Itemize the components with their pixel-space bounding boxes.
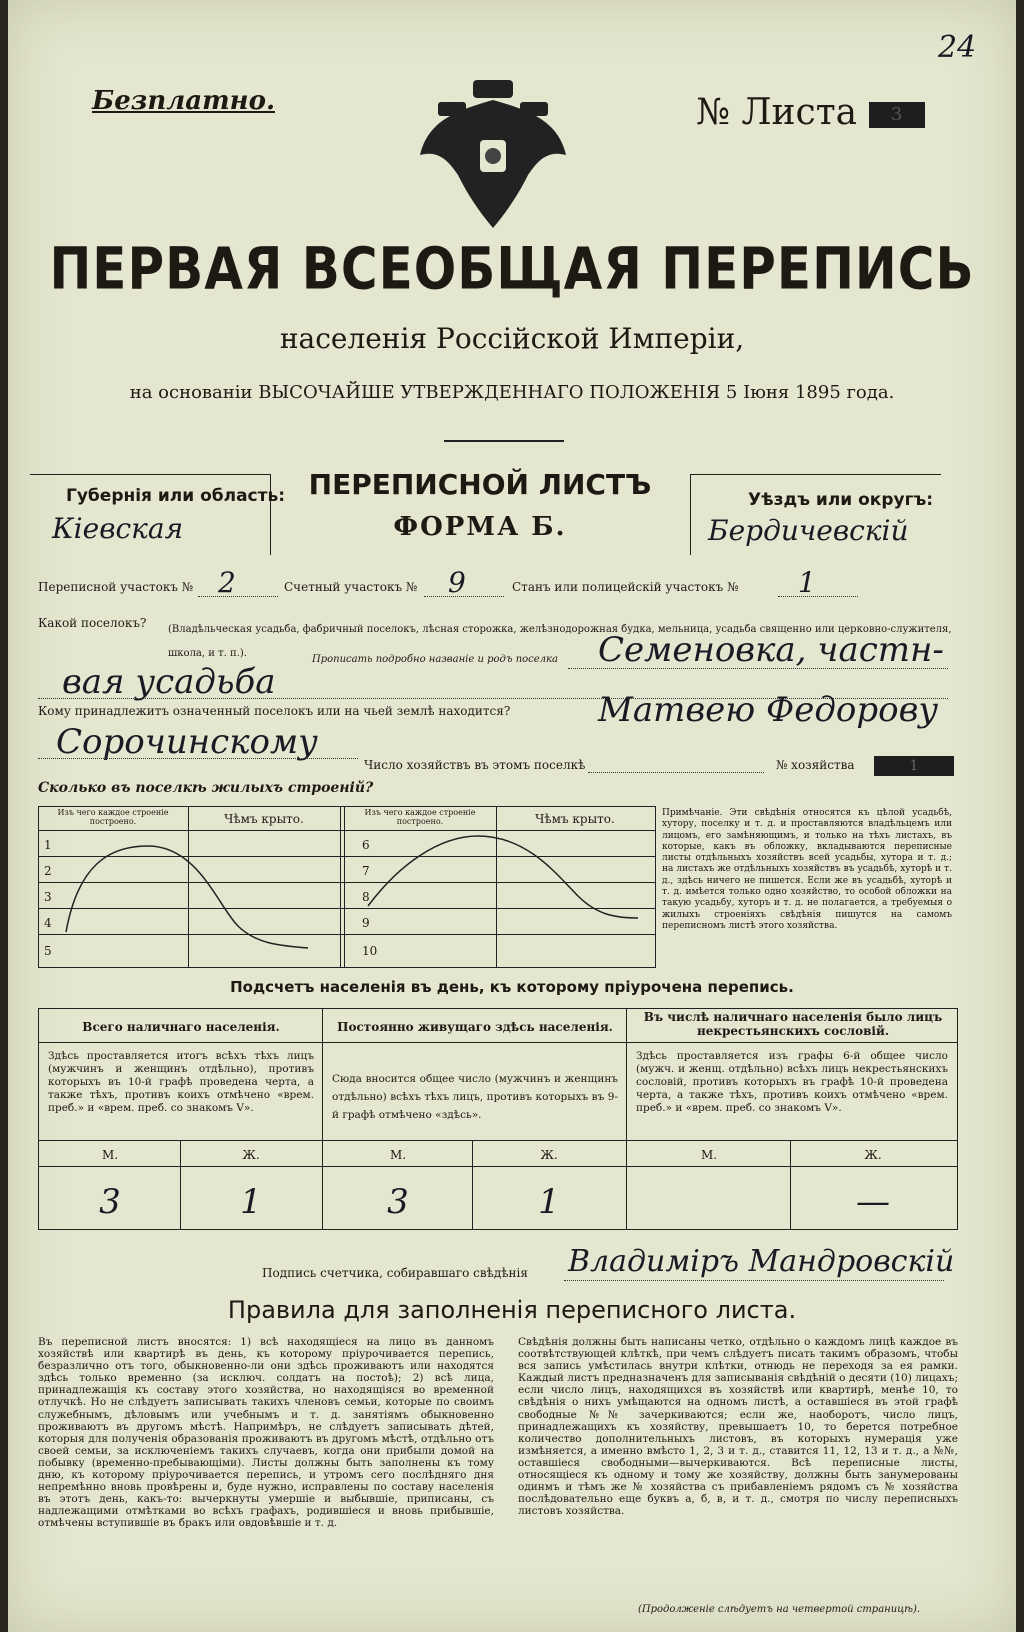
rules-right-column: Свѣдѣнія должны быть написаны четко, отдѣльно о каждомъ лицѣ каждое въ соотвѣтствующей клѣткѣ, при чемъ слѣдуетъ писать такимъ образомъ, чтобы вся запись умѣстилась внутри клѣтки, отнюдь не переходя за ея рамки. Каждый листъ предназначенъ для записыванія свѣдѣній о десяти (10) лицахъ; если число лицъ, находящихся въ хозяйствѣ или квартирѣ, менѣе 10, то свѣдѣнія о нихъ умѣщаются на одномъ листѣ, а оставшіеся въ этой графѣ свободные №№ зачеркиваются; если же, наоборотъ, число лицъ, принадлежащихъ къ хозяйству, превышаетъ 10, то берется потребное количество дополнительныхъ листовъ, въ которыхъ нумерація уже измѣняется, а именно вмѣсто 1, 2, 3 и т. д., ставится 11, 12, 13 и т. д., а №№, оставшіеся свободными—вычеркиваются. Всѣ переписные листы, относящіеся къ одному и тому же хозяйству, должны быть занумерованы одинмъ и тѣмъ же № хозяйства съ прибавленіемъ рядомъ съ № хозяйства послѣдовательно еще буквъ а, б, в, и т. д., смотря по числу переписныхъ листовъ хозяйства. [518,1336,958,1518]
settlement-instruction: Прописать подробно названіе и родъ поселка [312,654,558,665]
buildings-row-number: 5 [44,944,52,958]
count-value: 1 [240,1182,262,1222]
count-female-label: Ж. [242,1148,260,1162]
count-female-label: Ж. [540,1148,558,1162]
count-value: — [856,1182,890,1222]
form-name: ПЕРЕПИСНОЙ ЛИСТЪ [308,468,652,501]
count-male-label: М. [700,1148,718,1162]
count-col-resident-desc: Сюда вносится общее число (мужчинъ и женщинъ отдѣльно) всѣхъ тѣхъ лицъ, противъ которыхъ въ 9-й графѣ отмѣчено «здѣсь». [332,1073,618,1121]
rules-continued: (Продолженіе слѣдуетъ на четвертой страницѣ). [638,1604,921,1615]
enumerator-signature: Владиміръ Мандровскій [568,1244,955,1279]
household-number-value: 1 [874,756,954,776]
buildings-row-number: 6 [362,838,370,852]
census-section-label: Переписной участокъ № [38,580,194,594]
owner-value-line-1: Матвею Федорову [598,690,939,730]
gubernia-label: Губернія или область: [66,486,286,506]
count-value: 3 [387,1182,409,1222]
settlement-label: Какой поселокъ? [38,616,147,630]
station-value: 1 [798,566,816,599]
buildings-row-number: 1 [44,838,52,852]
count-section-value: 9 [448,566,466,599]
buildings-row-number: 9 [362,916,370,930]
household-number-label: № хозяйства [776,758,855,772]
sheet-value: 3 [869,102,925,128]
owner-value-line-2: Сорочинскому [56,722,318,762]
count-col-resident: Постоянно живущаго здѣсь населенія. [337,1020,613,1034]
census-sheet [8,0,1016,1632]
count-male-label: М. [389,1148,407,1162]
count-female-label: Ж. [864,1148,882,1162]
title-divider [444,440,564,442]
census-section-value: 2 [218,566,236,599]
uezd-label: Уѣздъ или округъ: [748,490,934,510]
settlement-hint: (Владѣльческая усадьба, фабричный поселокъ, лѣсная сторожка, желѣзнодорожная будка, мельница, усадьба священно или церковно-служителя, школа, и т. п.). [168,624,952,659]
strike-through-marks [38,806,656,968]
count-value: 3 [99,1182,121,1222]
sheet-label: № Листа [696,92,858,133]
page-number: 24 [938,30,977,65]
buildings-col-roof-right: Чѣмъ крыто. [535,812,615,826]
settlement-value-line-1: Семеновка, частн- [598,630,944,670]
count-male-label: М. [101,1148,119,1162]
settlement-value-line-2: вая усадьба [62,662,276,702]
buildings-col-material-left: Изъ чего каждое строеніе построено. [57,808,169,826]
count-col-non-peasant: Въ числѣ наличнаго населенія было лицъ некрестьянскихъ сословій. [643,1010,943,1038]
count-section-label: Счетный участокъ № [284,580,418,594]
double-headed-eagle-emblem [418,80,568,230]
count-title: Подсчетъ населенія въ день, къ которому пріурочена перепись. [230,978,794,996]
buildings-row-number: 2 [44,864,52,878]
households-label: Число хозяйствъ въ этомъ поселкѣ [364,758,586,772]
count-value: 1 [538,1182,560,1222]
buildings-row-number: 8 [362,890,370,904]
buildings-row-number: 3 [44,890,52,904]
gubernia-value: Кіевская [52,512,184,545]
free-label: Безплатно. [92,86,275,116]
count-col-present-desc: Здѣсь проставляется итогъ всѣхъ тѣхъ лицъ (мужчинъ и женщинъ отдѣльно), противъ которыхъ въ 10-й графѣ проведена черта, а также тѣхъ, противъ коихъ отмѣчено «врем. преб.» и «врем. преб. со знакомъ V». [48,1050,314,1114]
sheet-number [696,92,925,133]
legal-basis: на основаніи ВЫСОЧАЙШЕ УТВЕРЖДЕННАГО ПОЛОЖЕНІЯ 5 Іюня 1895 года. [129,382,895,403]
uezd-value: Бердичевскій [708,514,909,547]
dwellings-label: Сколько въ поселкѣ жилыхъ строеній? [38,780,374,796]
buildings-row-number: 4 [44,916,52,930]
buildings-row-number: 7 [362,864,370,878]
form-code: ФОРМА Б. [393,512,567,542]
buildings-col-roof-left: Чѣмъ крыто. [224,812,304,826]
buildings-note: Примѣчаніе. Эти свѣдѣнія относятся къ цѣлой усадьбѣ, хутору, поселку и т. д. и проставляются владѣльцемъ или лицомъ, его замѣняющимъ, и только на тѣхъ листахъ, въ которые, какъ въ обложку, вкладываются переписные листы отдѣльныхъ хозяйствъ всей усадьбы, хутора и т. д.; на листахъ же отдѣльныхъ хозяйствъ въ усадьбѣ, хуторѣ и т. д., здѣсь ничего не пишется. Если же въ усадьбѣ, хуторѣ и т. д. имѣется только одно хозяйство, то особой обложки на такую усадьбу, хуторъ и т. д. не полагается, а требуемыя о жилыхъ строеніяхъ свѣдѣнія пишутся на самомъ переписномъ листѣ этого хозяйства. [662,808,952,931]
rules-left-column: Въ переписной листъ вносятся: 1) всѣ находящіеся на лицо въ данномъ хозяйствѣ или квартирѣ въ день, къ которому пріурочивается перепись, безразлично отъ того, обыкновенно-ли они здѣсь проживаютъ или находятся здѣсь только временно (за исключ. солдатъ на постоѣ); 2) всѣ лица, принадлежащія къ составу этого хозяйства, но находящіяся во временной отлучкѣ. Но не слѣдуетъ записывать такихъ членовъ семьи, которые по своимъ служебнымъ, дѣловымъ или учебнымъ и т. д. занятіямъ обыкновенно проживаютъ въ другомъ мѣстѣ. Напримѣръ, не слѣдуетъ записывать дѣтей, которыя для полученія образованія проживаютъ въ другомъ мѣстѣ, отдѣльно отъ своей семьи, за исключеніемъ такихъ случаевъ, когда они прибыли домой на побывку (временно-пребывающіми). Листы должны быть заполнены къ тому дню, къ которому пріурочивается перепись, и утромъ сего послѣдняго дня непремѣнно вновь провѣрены и, буде нужно, исправлены по составу населенія въ этотъ день, какъ-то: вычеркнуты умершіе и выбывшіе, приписаны, съ надлежащими отмѣтками во всѣхъ графахъ, родившіеся и вновь прибывшіе, отмѣчены вступившіе въ бракъ или овдовѣвшіе и т. д. [38,1336,494,1530]
page-subtitle: населенія Россійской Имперіи, [279,322,745,355]
count-col-present: Всего наличнаго населенія. [82,1020,280,1034]
count-col-non-peasant-desc: Здѣсь проставляется изъ графы 6-й общее число (мужч. и женщ. отдѣльно) всѣхъ лицъ некрестьянскихъ сословій, противъ которыхъ въ графѣ 10-й проведена черта, а также тѣхъ, противъ коихъ отмѣчено «врем. преб.» и «врем. преб. со знакомъ V». [636,1050,948,1114]
rules-title: Правила для заполненія переписного листа. [227,1296,797,1324]
buildings-row-number: 10 [362,944,378,958]
station-label: Станъ или полицейскій участокъ № [512,580,739,594]
owner-label: Кому принадлежитъ означенный поселокъ или на чьей землѣ находится? [38,704,511,718]
buildings-col-material-right: Изъ чего каждое строеніе построено. [364,808,476,826]
signature-label: Подпись счетчика, собиравшаго свѣдѣнія [262,1266,528,1280]
page-title: ПЕРВАЯ ВСЕОБЩАЯ ПЕРЕПИСЬ [49,235,975,303]
